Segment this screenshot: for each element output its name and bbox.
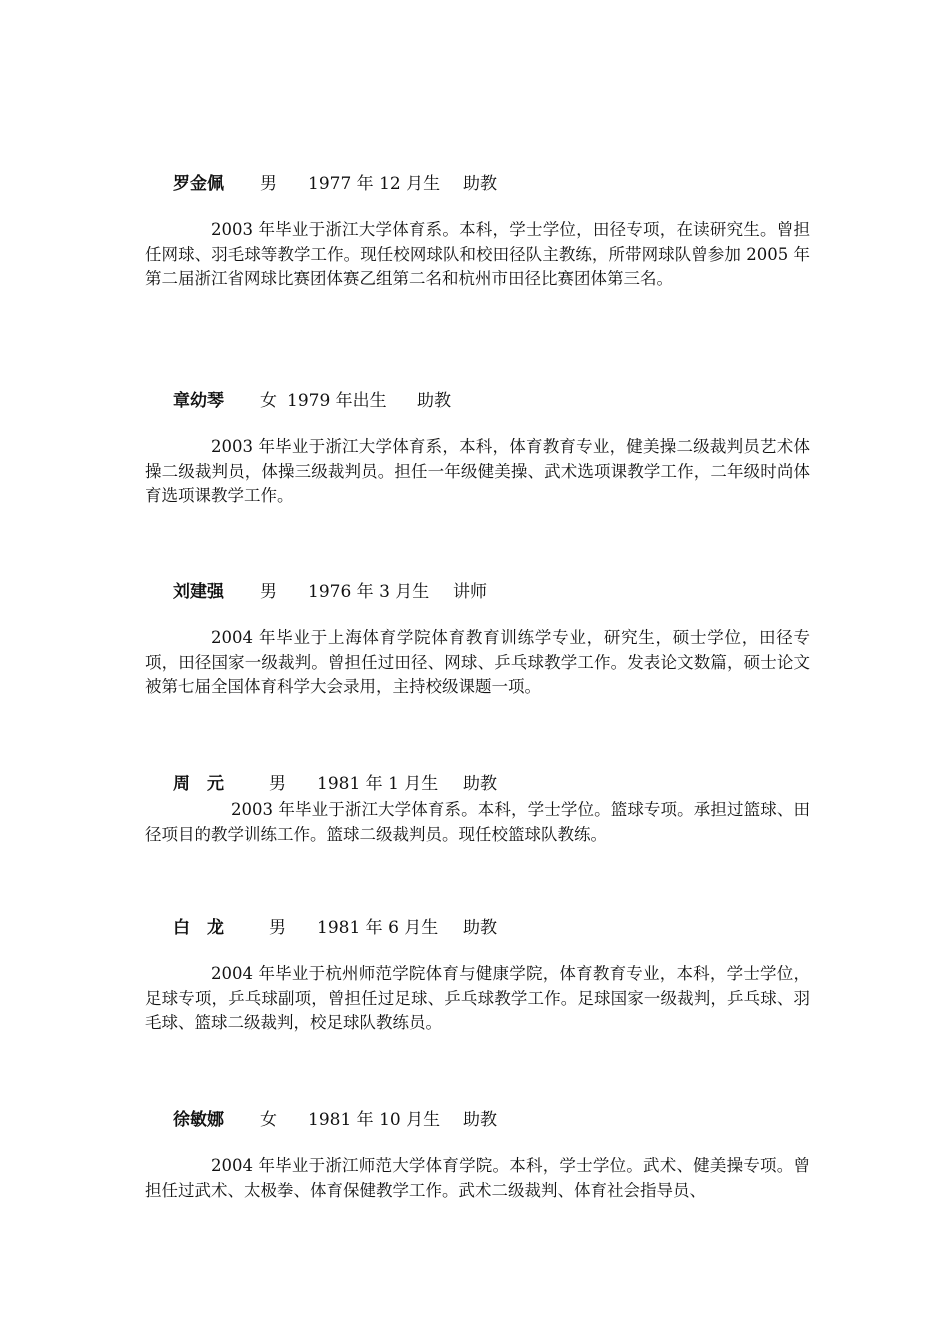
staff-bio: 2004 年毕业于上海体育学院体育教育训练学专业，研究生，硕士学位，田径专项，田径国家一级裁判。曾担任过田径、网球、乒乓球教学工作。发表论文数篇，硕士论文被第七届全国体育科学大会录用，主持校级课题一项。 — [145, 628, 810, 696]
entry-header — [145, 914, 810, 942]
staff-entry — [145, 914, 810, 1036]
staff-bio: 2003 年毕业于浙江大学体育系。本科，学士学位，田径专项，在读研究生。曾担任网球、羽毛球等教学工作。现任校网球队和校田径队主教练，所带网球队曾参加 2005 年第二届浙江省网球比赛团体赛乙组第二名和杭州市田径比赛团体第三名。 — [145, 220, 810, 288]
staff-birth: 1976 年 3 月生 — [308, 582, 430, 602]
staff-entry — [145, 170, 810, 292]
staff-name: 罗金佩 — [173, 174, 224, 194]
staff-title: 助教 — [463, 918, 497, 938]
staff-gender: 男 — [269, 774, 286, 794]
staff-bio: 2004 年毕业于浙江师范大学体育学院。本科，学士学位。武术、健美操专项。曾担任过武术、太极拳、体育保健教学工作。武术二级裁判、体育社会指导员、 — [145, 1156, 810, 1200]
staff-title: 助教 — [417, 391, 451, 411]
staff-birth: 1981 年 6 月生 — [317, 918, 439, 938]
staff-gender: 男 — [260, 174, 277, 194]
staff-title: 讲师 — [453, 582, 487, 602]
entry-header — [145, 578, 810, 606]
staff-entry — [145, 578, 810, 700]
staff-gender: 女 — [260, 391, 277, 411]
staff-bio: 2003 年毕业于浙江大学体育系。本科，学士学位。篮球专项。承担过篮球、田径项目的教学训练工作。篮球二级裁判员。现任校篮球队教练。 — [145, 800, 810, 844]
staff-bio: 2003 年毕业于浙江大学体育系，本科，体育教育专业，健美操二级裁判员艺术体操二级裁判员，体操三级裁判员。担任一年级健美操、武术选项课教学工作，二年级时尚体育选项课教学工作。 — [145, 437, 810, 505]
staff-gender: 男 — [269, 918, 286, 938]
staff-gender: 女 — [260, 1110, 277, 1130]
staff-name: 刘建强 — [173, 582, 224, 602]
staff-birth: 1979 年出生 — [287, 391, 387, 411]
staff-title: 助教 — [463, 1110, 497, 1130]
staff-birth: 1981 年 10 月生 — [308, 1110, 441, 1130]
entry-header — [145, 387, 810, 415]
staff-birth: 1977 年 12 月生 — [308, 174, 441, 194]
entry-header — [145, 1106, 810, 1134]
entry-header — [145, 170, 810, 198]
staff-entry — [145, 1106, 810, 1203]
staff-name: 徐敏娜 — [173, 1110, 224, 1130]
staff-bio: 2004 年毕业于杭州师范学院体育与健康学院，体育教育专业，本科，学士学位，足球专项，乒乓球副项，曾担任过足球、乒乓球教学工作。足球国家一级裁判，乒乓球、羽毛球、篮球二级裁判，校足球队教练员。 — [145, 964, 810, 1032]
entry-header — [145, 770, 810, 798]
staff-name: 白 龙 — [173, 918, 224, 938]
staff-name: 章幼琴 — [173, 391, 224, 411]
staff-entry — [145, 387, 810, 509]
staff-entry — [145, 770, 810, 847]
staff-name: 周 元 — [173, 774, 224, 794]
staff-title: 助教 — [463, 174, 497, 194]
staff-birth: 1981 年 1 月生 — [317, 774, 439, 794]
staff-title: 助教 — [463, 774, 497, 794]
staff-gender: 男 — [260, 582, 277, 602]
